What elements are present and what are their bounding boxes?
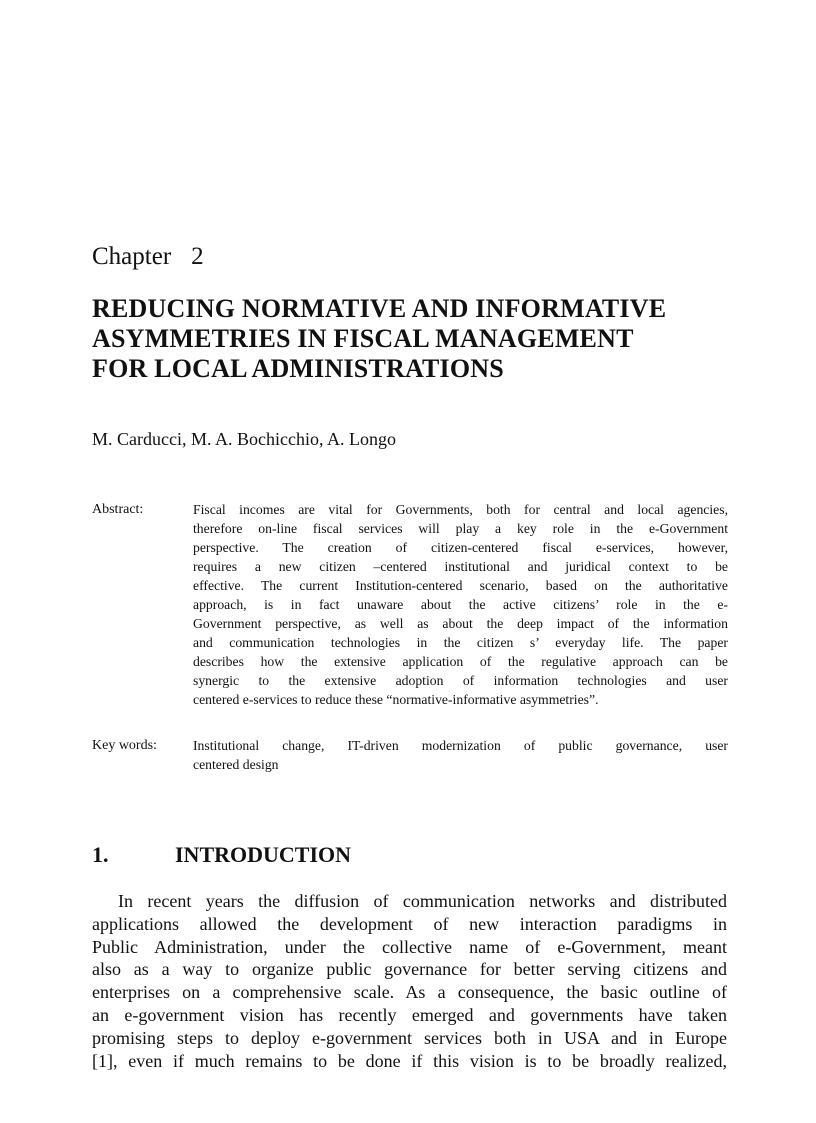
chapter-heading — [92, 240, 204, 274]
abstract-line: perspective. The creation of citizen-centered fiscal e-services, however, — [193, 540, 728, 555]
keywords-line: centered design — [193, 757, 279, 772]
abstract-line: describes how the extensive application of the regulative approach can be — [193, 654, 728, 669]
keywords-line: Institutional change, IT-driven modernization of public governance, user — [193, 738, 728, 753]
keywords-text — [193, 736, 728, 774]
abstract-line: Government perspective, as well as about the deep impact of the information — [193, 616, 728, 631]
keywords-label: Key words: — [92, 738, 157, 753]
abstract-line: and communication technologies in the citizen s’ everyday life. The paper — [193, 635, 728, 650]
intro-line: [1], even if much remains to be done if this vision is to be broadly realized, — [92, 1050, 727, 1071]
intro-line: enterprises on a comprehensive scale. As a consequence, the basic outline of — [92, 982, 727, 1003]
intro-line: In recent years the diffusion of communication networks and distributed — [118, 891, 727, 911]
paper-title — [92, 294, 752, 384]
chapter-label: Chapter — [92, 243, 172, 270]
abstract-text — [193, 500, 728, 709]
chapter-number: 2 — [191, 243, 204, 270]
intro-line: applications allowed the development of new interaction paradigms in — [92, 913, 727, 934]
abstract-line: approach, is in fact unaware about the active citizens’ role in the e- — [193, 597, 728, 612]
intro-line: also as a way to organize public governance for better serving citizens and — [92, 959, 727, 980]
intro-line: promising steps to deploy e-government services both in USA and in Europe — [92, 1027, 727, 1048]
introduction-paragraph — [92, 890, 727, 1072]
abstract-line: centered e-services to reduce these “normative-informative asymmetries”. — [193, 692, 599, 707]
title-line: ASYMMETRIES IN FISCAL MANAGEMENT — [92, 324, 634, 353]
abstract-line: effective. The current Institution-centered scenario, based on the authoritative — [193, 578, 728, 593]
abstract-line: synergic to the extensive adoption of information technologies and user — [193, 673, 728, 688]
abstract-line: Fiscal incomes are vital for Governments, both for central and local agencies, — [193, 502, 728, 517]
title-line: REDUCING NORMATIVE AND INFORMATIVE — [92, 294, 667, 323]
intro-line: an e-government vision has recently emerged and governments have taken — [92, 1004, 727, 1025]
intro-line: Public Administration, under the collective name of e-Government, meant — [92, 936, 727, 957]
abstract-line: therefore on-line fiscal services will play a key role in the e-Government — [193, 521, 728, 536]
section-number: 1. — [92, 842, 109, 867]
abstract-line: requires a new citizen –centered institutional and juridical context to be — [193, 559, 728, 574]
title-line: FOR LOCAL ADMINISTRATIONS — [92, 354, 504, 383]
abstract-label: Abstract: — [92, 502, 144, 517]
authors: M. Carducci, M. A. Bochicchio, A. Longo — [92, 429, 396, 449]
section-title: INTRODUCTION — [175, 842, 352, 867]
